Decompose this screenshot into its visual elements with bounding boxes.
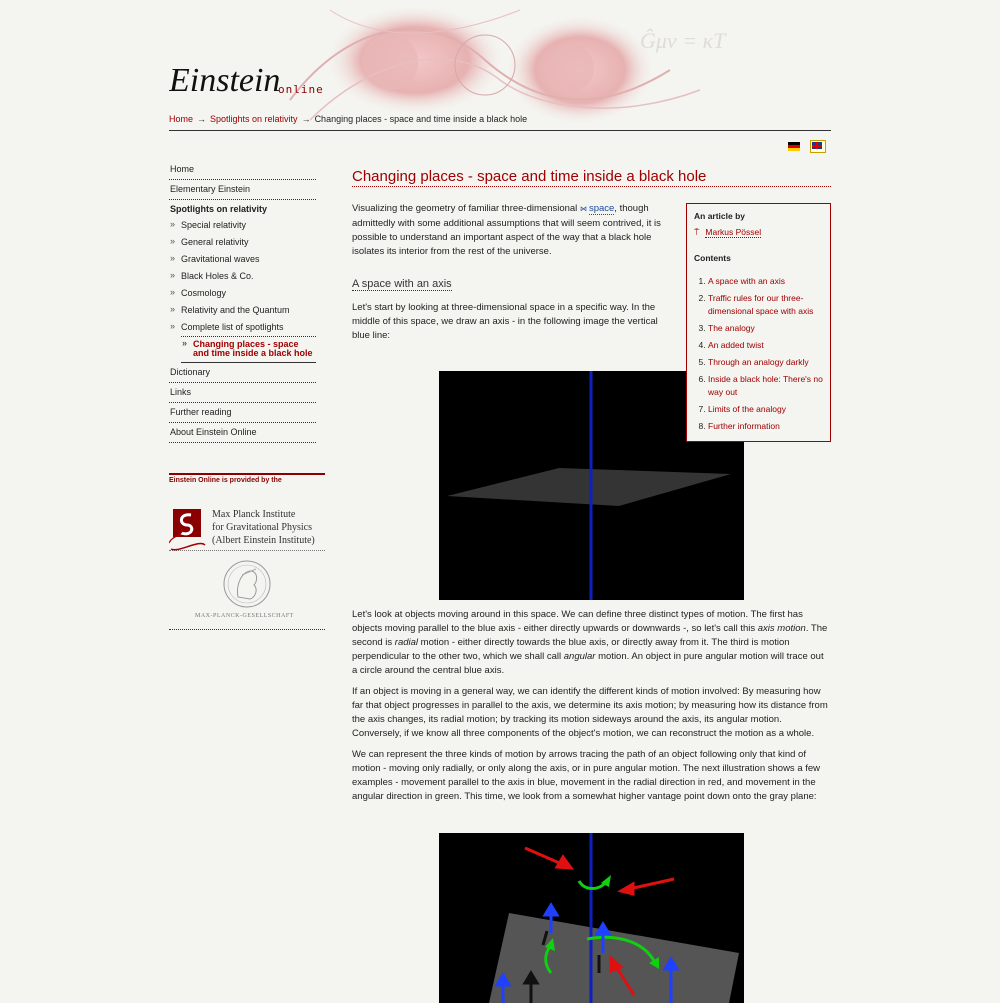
p2-a: Let's look at objects moving around in this space. We can define three distinct types of motion. The first has objects moving parallel to the blue axis - either directly upwards or downwards -, so let's call this: [352, 609, 803, 634]
sidebar-item-further-reading[interactable]: Further reading: [169, 403, 316, 423]
german-flag-icon[interactable]: [788, 142, 800, 151]
header-banner-art: [270, 0, 800, 132]
sidebar-item-relativity-quantum[interactable]: » Relativity and the Quantum: [169, 302, 316, 319]
toc-link[interactable]: The analogy: [708, 323, 755, 333]
axis-arrowhead: [545, 905, 557, 915]
p2-d: motion. An object in pure angular motion will trace out a circle around the central blue axis.: [352, 651, 824, 676]
breadcrumb-current: Changing places - space and time inside a black hole: [314, 114, 528, 124]
toc-item: [708, 292, 826, 318]
sidebar-item-special-relativity[interactable]: » Special relativity: [169, 217, 316, 234]
p2-b: . The second is: [352, 623, 828, 648]
sponsor-label: Einstein Online is provided by the: [169, 477, 282, 484]
toc-link[interactable]: A space with an axis: [708, 276, 786, 286]
sidebar-item-black-holes[interactable]: » Black Holes & Co.: [169, 268, 316, 285]
sidebar-item-spotlights[interactable]: Spotlights on relativity: [170, 204, 268, 214]
toc-link[interactable]: Through an analogy darkly: [708, 357, 809, 367]
toc-link[interactable]: Further information: [708, 421, 780, 431]
paragraph-2: [352, 608, 831, 678]
sidebar-item-links[interactable]: Links: [169, 383, 316, 403]
contents-list: [694, 275, 826, 437]
author-pin-icon: ⍑: [694, 227, 700, 237]
author-label: An article by: [694, 211, 746, 221]
toc-item: [708, 356, 826, 369]
radial-arrow: [629, 879, 674, 889]
gray-plane: [489, 913, 739, 1003]
intro-text-post: , though admittedly with some additional assumptions that will seem contrived, it is possible to understand an important aspect of the way that a black hole isolates its interior from the rest of the universe.: [352, 203, 661, 257]
toc-item: [708, 275, 826, 288]
p2-em-axis-motion: axis motion: [757, 623, 806, 634]
mpi-line3: (Albert Einstein Institute): [212, 535, 315, 546]
author-row: [694, 227, 761, 238]
sidebar-item-cosmology[interactable]: » Cosmology: [169, 285, 316, 302]
sidebar-item-gravitational-waves[interactable]: » Gravitational waves: [169, 251, 316, 268]
p2-c: motion - either directly towards the blue axis, or directly away from it. The third is motion perpendicular to the other two, which we shall call: [352, 637, 790, 662]
breadcrumb-spotlights[interactable]: Spotlights on relativity: [210, 114, 298, 124]
article-info-box: [686, 203, 831, 442]
mpi-line1: Max Planck Institute: [212, 509, 296, 520]
breadcrumb-arrow-icon: →: [301, 114, 311, 124]
paragraph-1: Let's start by looking at three-dimensional space in a specific way. In the middle of this space, we draw an axis - in the following image the vertical blue line:: [352, 302, 658, 341]
sidebar-item-current-article[interactable]: » Changing places - space and time inside a black hole: [181, 336, 316, 363]
header-formula: Ĝμν = κT: [640, 28, 726, 53]
toc-item: [708, 403, 826, 416]
breadcrumb-home[interactable]: Home: [169, 114, 194, 124]
axis-arrowhead: [597, 924, 609, 934]
section-heading: A space with an axis: [352, 278, 452, 290]
minerva-logo-icon: [222, 559, 272, 609]
toc-link[interactable]: Inside a black hole: There's no way out: [708, 374, 823, 397]
dictionary-link-space[interactable]: space: [588, 203, 615, 214]
sidebar-item-dictionary[interactable]: Dictionary: [169, 363, 316, 383]
toc-item: [708, 373, 826, 399]
toc-item: [708, 339, 826, 352]
mpi-gravitational-physics-link[interactable]: [169, 484, 325, 551]
radial-arrowhead: [557, 857, 571, 868]
max-planck-society-link[interactable]: [169, 551, 325, 630]
page-title: Changing places - space and time inside a black hole: [352, 168, 831, 187]
sidebar-item-general-relativity[interactable]: » General relativity: [169, 234, 316, 251]
language-switcher: [788, 138, 826, 156]
intro-paragraph: [352, 202, 672, 259]
sidebar-item-about[interactable]: About Einstein Online: [169, 423, 316, 443]
paragraph-3: If an object is moving in a general way, we can identify the different kinds of motion involved: By measuring how far that object progresses in parallel to the axis, we determine its axis motion; by measuring how its distance from the axis changes, its radial motion; by tracking its motion sideways around the axis, its angular motion. Conversely, if we know all three components of the object's motion, we can reconstruct the motion as a whole.: [352, 686, 828, 739]
toc-link[interactable]: Limits of the analogy: [708, 404, 786, 414]
toc-link[interactable]: An added twist: [708, 340, 764, 350]
toc-item: [708, 420, 826, 433]
breadcrumb: [169, 114, 527, 124]
sponsor-box: [169, 473, 325, 630]
sidebar-item-complete-list[interactable]: » Complete list of spotlights: [169, 319, 316, 336]
dictionary-link-icon: ⋈: [579, 206, 587, 213]
toc-item: [708, 322, 826, 335]
radial-arrowhead: [621, 884, 633, 894]
sidebar-item-elementary-einstein[interactable]: Elementary Einstein: [169, 180, 316, 200]
contents-label: Contents: [694, 253, 731, 263]
sidebar-nav: [169, 160, 316, 443]
mpi-line2: for Gravitational Physics: [212, 522, 312, 533]
english-flag-icon[interactable]: [810, 140, 826, 153]
mpg-text: MAX-PLANCK-GESELLSCHAFT: [195, 613, 294, 619]
p2-em-radial: radial: [394, 637, 419, 648]
aei-logo-icon: [169, 509, 207, 553]
mpi-text: [212, 508, 315, 547]
gray-plane: [447, 468, 731, 506]
header-divider: [169, 130, 831, 131]
sidebar-subnav: [181, 217, 316, 363]
p2-em-angular: angular: [563, 651, 596, 662]
sidebar-item-home[interactable]: Home: [169, 160, 316, 180]
intro-text-pre: Visualizing the geometry of familiar three-dimensional: [352, 203, 580, 214]
figure-motion-arrows: [439, 833, 744, 1003]
toc-link[interactable]: Traffic rules for our three-dimensional space with axis: [708, 293, 814, 316]
logo-online-text: online: [278, 83, 324, 96]
paragraph-4: We can represent the three kinds of motion by arrows tracing the path of an object following only that kind of motion - moving only radially, or only along the axis, or in pure angular motion. The next illustration shows a few examples - movement parallel to the axis in blue, movement in the radial direction in red, and movement in the angular direction in green. This time, we look from a somewhat higher vantage point down onto the gray plane:: [352, 749, 821, 802]
breadcrumb-arrow-icon: →: [197, 114, 207, 124]
logo-wordmark: Einstein: [169, 62, 279, 99]
author-link[interactable]: Markus Pössel: [705, 227, 762, 237]
